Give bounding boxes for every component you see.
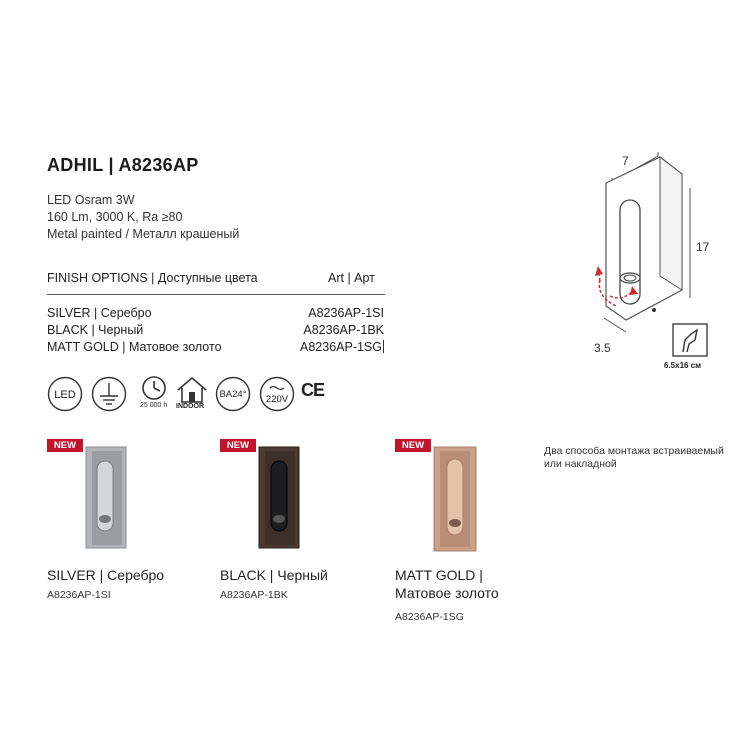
indoor-label: INDOOR <box>176 403 204 410</box>
finish-row-name: BLACK | Черный <box>47 323 144 337</box>
product-title: ADHIL | A8236AP <box>47 155 199 175</box>
svg-text:LED: LED <box>54 389 76 401</box>
depth-dimension: 3.5 <box>594 341 611 355</box>
art-header: Art | Арт <box>328 271 375 285</box>
width-dimension: 7 <box>622 154 629 168</box>
product-code: A8236AP-1SG <box>395 611 464 623</box>
product-image-gold <box>432 445 478 553</box>
spec-line: LED Osram 3W <box>47 193 135 207</box>
new-badge: NEW <box>47 439 83 452</box>
product-name: SILVER | Серебро <box>47 567 165 583</box>
finish-row-art-text: A8236AP-1SG <box>300 340 382 354</box>
finish-row-name: MATT GOLD | Матовое золото <box>47 340 222 354</box>
finish-row-name: SILVER | Серебро <box>47 306 152 320</box>
led-icon <box>47 376 83 412</box>
product-image-black <box>257 445 301 550</box>
voltage-icon <box>259 376 295 412</box>
new-badge: NEW <box>395 439 431 452</box>
base-type-icon <box>215 376 251 412</box>
finish-row-art <box>300 340 384 354</box>
product-name: Матовое золото <box>395 585 499 601</box>
lifetime-clock-icon <box>136 374 172 414</box>
finish-row-art: A8236AP-1BK <box>303 323 384 337</box>
text-cursor <box>383 340 384 353</box>
product-name: BLACK | Черный <box>220 567 328 583</box>
cutout-size-label: 6.5x16 см <box>664 361 702 370</box>
table-divider <box>47 294 385 295</box>
mounting-cutout-icon <box>671 322 709 358</box>
height-dimension: 17 <box>696 240 710 254</box>
lifetime-label: 25 000 h <box>140 402 168 409</box>
product-name: MATT GOLD | <box>395 567 483 583</box>
spec-line: Metal painted / Металл крашеный <box>47 227 240 241</box>
ground-class-icon <box>91 376 127 412</box>
new-badge: NEW <box>220 439 256 452</box>
product-code: A8236AP-1SI <box>47 589 111 601</box>
finish-options-header: FINISH OPTIONS | Доступные цвета <box>47 271 258 285</box>
dimension-diagram <box>586 148 736 373</box>
product-code: A8236AP-1BK <box>220 589 288 601</box>
svg-text:BA24°: BA24° <box>219 389 247 400</box>
ce-mark-icon: CE <box>301 380 325 400</box>
spec-line: 160 Lm, 3000 K, Ra ≥80 <box>47 210 183 224</box>
finish-row-art: A8236AP-1SI <box>308 306 384 320</box>
indoor-icon <box>174 374 210 414</box>
product-image-silver <box>84 445 128 550</box>
svg-text:220V: 220V <box>265 394 289 405</box>
mounting-note: Два способа монтажа встраиваемый или накладной <box>544 445 724 470</box>
